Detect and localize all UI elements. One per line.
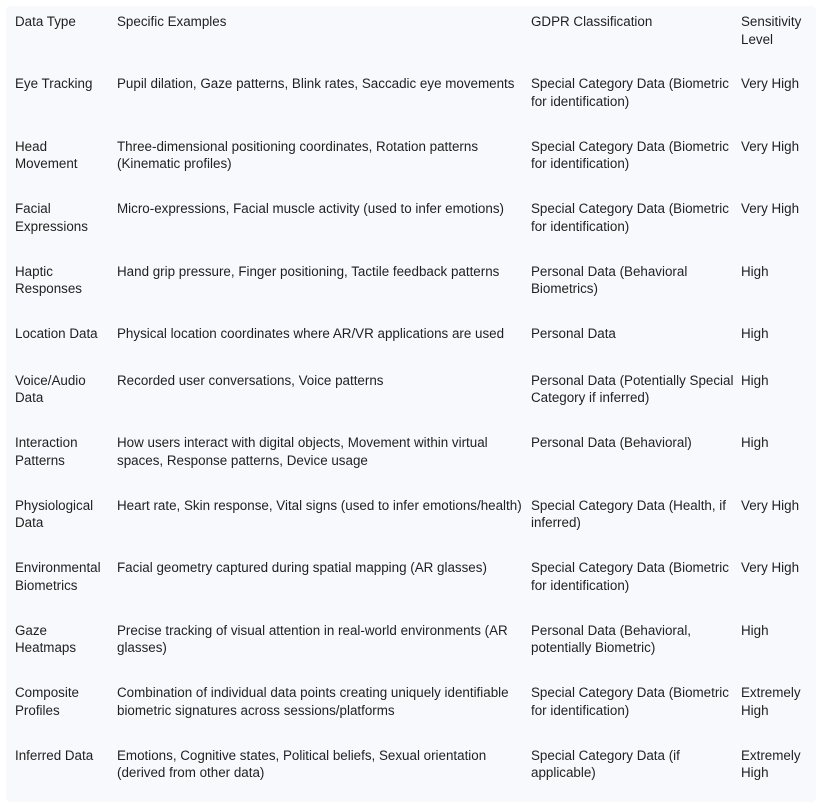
table-row [6,615,816,678]
cell-examples: Pupil dilation, Gaze patterns, Blink rates, Saccadic eye movements [117,76,515,91]
cell-examples: Hand grip pressure, Finger positioning, Tactile feedback patterns [117,263,500,279]
cell-examples: Recorded user conversations, Voice patterns [117,372,384,388]
table-row [6,69,816,132]
cell-data-type: Eye Tracking [15,76,93,91]
header-sensitivity-level: Sensitivity Level [741,14,802,47]
header-data-type: Data Type [15,14,76,29]
cell-examples: Facial geometry captured during spatial mapping (AR glasses) [117,560,487,575]
table-row [6,365,816,428]
cell-gdpr: Personal Data (Potentially Special Category if inferred) [531,372,734,405]
table-row [6,194,816,257]
data-sensitivity-table [6,6,816,803]
data-table-container [6,6,816,802]
cell-gdpr: Personal Data (Behavioral Biometrics) [531,263,688,296]
cell-data-type: Physiological Data [15,497,94,530]
cell-data-type: Interaction Patterns [15,435,78,468]
cell-gdpr: Special Category Data (Biometric for identification) [531,138,729,171]
cell-sensitivity: Extremely High [741,685,801,718]
cell-gdpr: Special Category Data (Biometric for identification) [531,685,729,718]
cell-gdpr: Personal Data (Behavioral, potentially Biometric) [531,622,692,655]
header-specific-examples: Specific Examples [117,14,227,29]
cell-sensitivity: High [741,622,769,638]
cell-sensitivity: High [741,372,769,388]
cell-sensitivity: Very High [741,76,800,91]
cell-gdpr: Personal Data [531,326,616,341]
cell-gdpr: Special Category Data (if applicable) [531,747,680,780]
cell-sensitivity: High [741,435,769,450]
cell-data-type: Location Data [15,326,98,341]
cell-sensitivity: Very High [741,201,800,216]
cell-examples: Heart rate, Skin response, Vital signs (used to infer emotions/health) [117,497,522,513]
header-gdpr-classification: GDPR Classification [531,14,653,29]
cell-gdpr: Special Category Data (Biometric for identification) [531,76,729,109]
cell-data-type: Head Movement [15,138,78,171]
cell-examples: How users interact with digital objects, Movement within virtual spaces, Response patterns, Device usage [117,435,488,468]
cell-data-type: Environmental Biometrics [15,560,101,593]
cell-sensitivity: Extremely High [741,747,801,780]
table-row [6,319,816,366]
cell-data-type: Gaze Heatmaps [15,622,77,655]
cell-sensitivity: High [741,263,769,279]
cell-sensitivity: High [741,326,769,341]
cell-data-type: Inferred Data [15,747,94,763]
cell-examples: Combination of individual data points creating uniquely identifiable biometric signatures across sessions/platforms [117,685,509,718]
cell-examples: Micro-expressions, Facial muscle activity (used to infer emotions) [117,201,504,216]
cell-examples: Three-dimensional positioning coordinates, Rotation patterns (Kinematic profiles) [117,138,479,171]
table-row [6,678,816,741]
cell-examples: Emotions, Cognitive states, Political beliefs, Sexual orientation (derived from other data) [117,747,487,780]
cell-examples: Precise tracking of visual attention in real-world environments (AR glasses) [117,622,508,655]
cell-data-type: Haptic Responses [15,263,82,296]
table-header-row [6,6,816,69]
table-row [6,131,816,194]
cell-sensitivity: Very High [741,497,800,513]
cell-sensitivity: Very High [741,138,800,154]
cell-data-type: Facial Expressions [15,201,88,234]
cell-gdpr: Special Category Data (Biometric for identification) [531,560,729,593]
cell-gdpr: Special Category Data (Health, if inferred) [531,497,727,530]
cell-sensitivity: Very High [741,560,800,575]
table-row [6,428,816,491]
table-row [6,490,816,553]
table-row [6,256,816,319]
table-row [6,553,816,616]
cell-examples: Physical location coordinates where AR/VR applications are used [117,326,505,341]
table-row [6,740,816,803]
cell-data-type: Voice/Audio Data [15,372,86,405]
cell-gdpr: Special Category Data (Biometric for identification) [531,201,729,234]
cell-data-type: Composite Profiles [15,685,80,718]
cell-gdpr: Personal Data (Behavioral) [531,435,692,450]
